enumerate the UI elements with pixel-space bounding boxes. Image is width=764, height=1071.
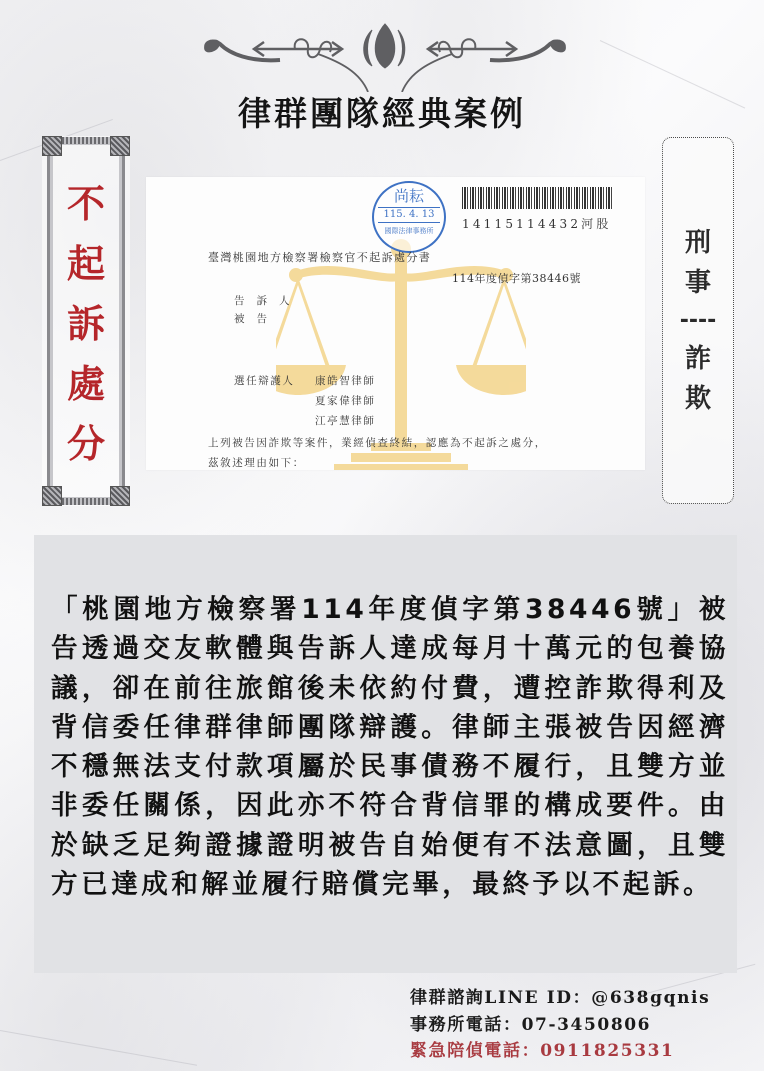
emergency-phone: 緊急陪偵電話：0911825331 (410, 1041, 675, 1061)
document-case-number: 114年度偵字第38446號 (452, 272, 581, 285)
office-phone: 事務所電話：07-3450806 (410, 1014, 652, 1035)
case-summary-box (34, 535, 737, 973)
case-category-tag (662, 137, 734, 504)
line-id: 律群諮詢LINE ID：@638gqnis (410, 988, 711, 1008)
verdict-label (42, 174, 130, 474)
document-paragraph-line: 茲敘述理由如下： (208, 457, 305, 469)
document-heading: 臺灣桃園地方檢察署檢察官不起訴處分書 (208, 251, 432, 264)
left-verdict-banner (42, 136, 130, 506)
frame-ornament-icon (82, 137, 110, 144)
verdict-char: 分 (66, 422, 105, 466)
frame-corner-ornament-icon (42, 136, 62, 156)
flourish-lotus-ornament-icon (200, 22, 570, 92)
subcategory-char: 詐 (684, 343, 711, 374)
verdict-char: 不 (66, 182, 105, 226)
page-title: 律群團隊經典案例 (238, 94, 526, 133)
contact-info (410, 985, 710, 1065)
frame-corner-ornament-icon (110, 486, 130, 506)
case-summary-text: 「桃園地方檢察署114年度偵字第38446號」被告透過交友軟體與告訴人達成每月十萬元的包養協議，卻在前往旅館後未依約付費，遭控詐欺得利及背信委任律群律師團隊辯護。律師主張被告因經濟不穩無法支付款項屬於民事債務不履行，且雙方並非委任關係，因此亦不符合背信罪的構成要件。由於缺乏足夠證據證明被告自始便有不法意圖，且雙方已達成和解並履行賠償完畢，最終予以不起訴。 (51, 594, 729, 901)
frame-ornament-icon (82, 498, 110, 505)
defendant-label: 被告 (234, 313, 279, 325)
category-char: 刑 (684, 227, 711, 258)
frame-corner-ornament-icon (42, 486, 62, 506)
marble-vein (0, 1030, 197, 1066)
complainant-label: 告訴人 (234, 295, 302, 307)
received-stamp: 尚耘 115. 4. 13 國際法律事務所 (372, 181, 446, 253)
verdict-char: 訴 (66, 302, 105, 346)
document-paragraph-line: 上列被告因詐欺等案件，業經偵查終結，認應為不起訴之處分， (208, 437, 547, 449)
counsel-name: 康皓智律師 (315, 375, 376, 387)
category-char: 事 (684, 267, 711, 298)
verdict-char: 起 (66, 242, 105, 286)
prosecution-document-image (146, 177, 645, 470)
counsel-name: 夏家偉律師 (315, 395, 376, 407)
barcode-number: 14115114432河股 (462, 217, 612, 231)
verdict-char: 處 (66, 362, 105, 406)
barcode-icon (462, 187, 614, 209)
counsel-label: 選任辯護人 (234, 375, 295, 387)
category-separator: ---- (679, 307, 717, 333)
counsel-name: 江亭慧律師 (315, 415, 376, 427)
subcategory-char: 欺 (684, 383, 711, 414)
frame-corner-ornament-icon (110, 136, 130, 156)
